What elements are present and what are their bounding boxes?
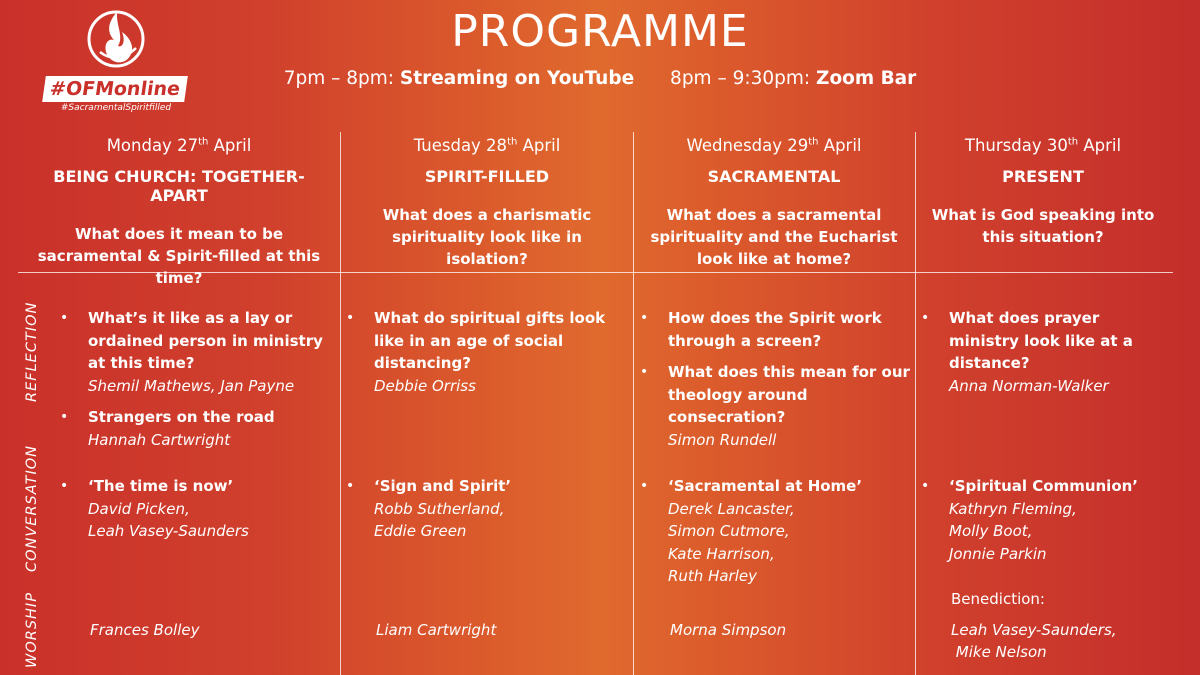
worship-thursday-line1: Leah Vasey-Saunders,: [951, 621, 1117, 639]
slot1-label: Streaming on YouTube: [399, 68, 635, 89]
list-item: • What’s it like as a lay or ordained person in ministry at this time? Shemil Mathews, Jan Payne: [60, 307, 338, 397]
worship-monday: Frances Bolley: [90, 621, 200, 639]
reflection-monday: [60, 307, 338, 451]
day-question: What does a charismatic spirituality look like in isolation?: [382, 206, 592, 268]
slot2-time: 8pm – 9:30pm:: [670, 68, 811, 89]
list-item: • What do spiritual gifts look like in an age of social distancing? Debbie Orriss: [346, 307, 630, 397]
day-question: What is God speaking into this situation?: [931, 206, 1155, 246]
row-label-worship: WORSHIP: [24, 592, 40, 668]
list-item: • Strangers on the road Hannah Cartwright: [60, 406, 338, 451]
list-item: • ‘Sign and Spirit’ Robb Sutherland, Eddie Green: [346, 475, 630, 543]
conversation-thursday: [921, 475, 1171, 565]
conversation-wednesday: [640, 475, 912, 588]
logo: [42, 6, 192, 116]
worship-thursday-heading: Benediction:: [951, 590, 1045, 608]
list-item: • ‘The time is now’ David Picken, Leah Vasey-Saunders: [60, 475, 338, 543]
reflection-thursday: [921, 307, 1171, 397]
day-date: Tuesday 28th April: [413, 136, 561, 155]
slot1-time: 7pm – 8pm:: [283, 68, 395, 89]
day-question: What does it mean to be sacramental & Spirit-filled at this time?: [37, 225, 321, 287]
logo-tagline: #SacramentalSpiritfilled: [60, 103, 172, 113]
day-question: What does a sacramental spirituality and the Eucharist look like at home?: [650, 206, 898, 268]
reflection-wednesday: [640, 307, 912, 451]
flame-circle-icon: [86, 6, 146, 72]
day-date: Thursday 30th April: [964, 136, 1122, 155]
column-divider: [915, 132, 916, 675]
list-item: • What does this mean for our theology around consecration? Simon Rundell: [640, 361, 912, 451]
day-theme: SACRAMENTAL: [707, 167, 841, 186]
list-item: • How does the Spirit work through a screen?: [640, 307, 912, 352]
row-label-conversation: CONVERSATION: [24, 444, 40, 572]
row-label-reflection: REFLECTION: [24, 301, 40, 402]
day-theme: PRESENT: [1002, 167, 1084, 186]
day-theme: SPIRIT-FILLED: [424, 167, 550, 186]
list-item: • ‘Spiritual Communion’ Kathryn Fleming, Molly Boot, Jonnie Parkin: [921, 475, 1171, 565]
worship-wednesday: Morna Simpson: [670, 621, 787, 639]
logo-badge: #OFMonline: [42, 76, 188, 102]
day-theme: BEING CHURCH: TOGETHER-APART: [53, 167, 305, 205]
page-title: PROGRAMME: [451, 6, 749, 57]
conversation-tuesday: [346, 475, 630, 543]
schedule-times: [200, 68, 1000, 89]
day-header-monday: [28, 136, 330, 289]
conversation-monday: [60, 475, 338, 543]
slot2-label: Zoom Bar: [816, 68, 917, 89]
day-header-wednesday: [636, 136, 912, 270]
list-item: • What does prayer ministry look like at a distance? Anna Norman-Walker: [921, 307, 1171, 397]
day-date: Wednesday 29th April: [686, 136, 862, 155]
worship-tuesday: Liam Cartwright: [376, 621, 497, 639]
column-divider: [340, 132, 341, 675]
day-header-thursday: [925, 136, 1161, 248]
worship-thursday-line2: Mike Nelson: [951, 643, 1047, 661]
list-item: • ‘Sacramental at Home’ Derek Lancaster, Simon Cutmore, Kate Harrison, Ruth Harley: [640, 475, 912, 588]
day-header-tuesday: [350, 136, 624, 270]
reflection-tuesday: [346, 307, 630, 397]
day-date: Monday 27th April: [106, 136, 252, 155]
column-divider: [633, 132, 634, 675]
